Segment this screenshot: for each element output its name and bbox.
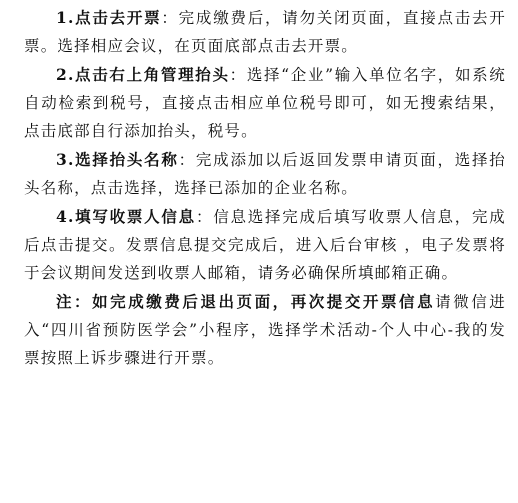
step-4-text: ：信息选择完成后填写收票人信息，完成后点击提交。发票信息提交完成后，进入后台审核 ，电子发票将于会议期间发送到收票人邮箱，请务必确保所填邮箱正确。 (24, 208, 506, 282)
note-text: 请微信进入“四川省预防医学会”小程序，选择学术活动-个人中心-我的发票按照上诉步骤进行开票。 (24, 293, 507, 367)
step-2-heading: 2.点击右上角管理抬头 (56, 65, 230, 84)
step-1-text: ：完成缴费后，请勿关闭页面，直接点击去开票。选择相应会议，在页面底部点击去开票。 (24, 9, 506, 55)
step-2-paragraph (24, 61, 506, 145)
step-3-paragraph (24, 146, 506, 202)
step-1-heading: 1.点击去开票 (56, 8, 162, 27)
step-4-paragraph (24, 203, 506, 287)
step-2-text: ：选择“企业”输入单位名字，如系统自动检索到税号，直接点击相应单位税号即可，如无搜索结果，点击底部自行添加抬头，税号。 (24, 66, 506, 140)
step-1-paragraph (24, 4, 506, 60)
step-3-heading: 3.选择抬头名称 (56, 150, 179, 169)
note-paragraph (24, 288, 506, 372)
note-heading: 注：如完成缴费后退出页面，再次提交开票信息 (56, 292, 436, 311)
step-3-text: ：完成添加以后返回发票申请页面，选择抬头名称，点击选择，选择已添加的企业名称。 (24, 151, 506, 197)
step-4-heading: 4.填写收票人信息 (56, 207, 196, 226)
